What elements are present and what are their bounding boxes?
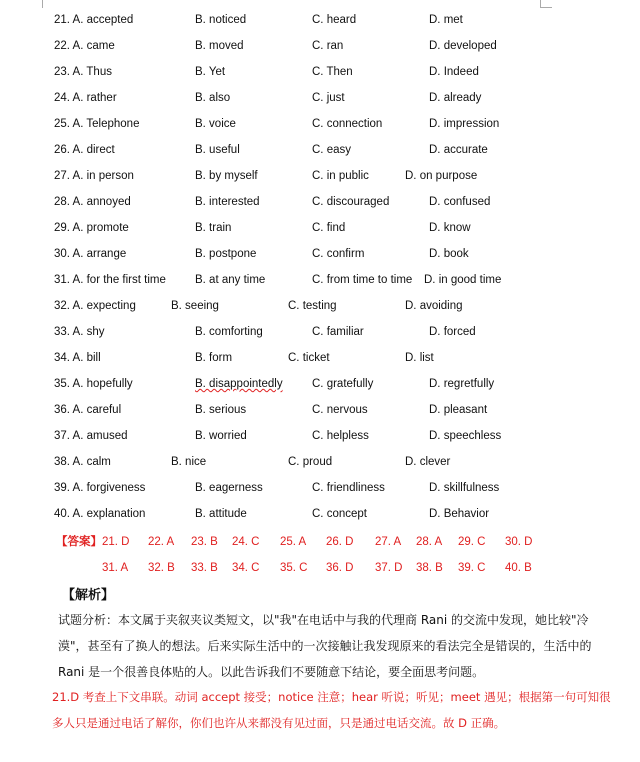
answer-tag: 【答案】 bbox=[56, 536, 102, 548]
option-c: C. friendliness bbox=[312, 482, 385, 494]
option-d: D. speechless bbox=[429, 430, 502, 442]
option-c: C. helpless bbox=[312, 430, 369, 442]
option-b: B. by myself bbox=[195, 170, 258, 182]
option-c: C. from time to time bbox=[312, 274, 413, 286]
answer-item: 35. C bbox=[280, 562, 308, 574]
note-21-paragraph: 21.D 考查上下文串联。动词 accept 接受；notice 注意；hear 听说；听见；meet 遇见；根据第一句可知很多人只是通过电话了解你，你们也许从来都没有见过面，只是通过电话交流。故 D 正确。 bbox=[52, 690, 611, 730]
analysis-title: 【解析】 bbox=[62, 587, 115, 602]
option-c: C. Then bbox=[312, 66, 353, 78]
question-row bbox=[0, 167, 640, 185]
question-row bbox=[0, 11, 640, 29]
option-a: 33. A. shy bbox=[54, 326, 105, 338]
question-row bbox=[0, 141, 640, 159]
question-row bbox=[0, 375, 640, 393]
answer-item: 31. A bbox=[102, 562, 129, 574]
option-a: 40. A. explanation bbox=[54, 508, 146, 520]
option-b: B. eagerness bbox=[195, 482, 263, 494]
answer-item: 25. A bbox=[280, 536, 307, 548]
option-a: 27. A. in person bbox=[54, 170, 134, 182]
option-d: D. developed bbox=[429, 40, 497, 52]
option-d: D. forced bbox=[429, 326, 476, 338]
option-d: D. clever bbox=[405, 456, 451, 468]
answer-item: 27. A bbox=[375, 536, 402, 548]
option-d: D. Behavior bbox=[429, 508, 490, 520]
question-row bbox=[0, 37, 640, 55]
option-a: 24. A. rather bbox=[54, 92, 117, 104]
option-d: D. skillfulness bbox=[429, 482, 500, 494]
option-d: D. accurate bbox=[429, 144, 488, 156]
question-row bbox=[0, 219, 640, 237]
answer-item: 38. B bbox=[416, 562, 443, 574]
option-d: D. avoiding bbox=[405, 300, 463, 312]
question-row bbox=[0, 479, 640, 497]
option-a: 31. A. for the first time bbox=[54, 274, 166, 286]
option-d: D. book bbox=[429, 248, 469, 260]
answer-item: 23. B bbox=[191, 536, 218, 548]
option-c: C. heard bbox=[312, 14, 357, 26]
answer-item: 26. D bbox=[326, 536, 354, 548]
question-row bbox=[0, 115, 640, 133]
option-b: B. moved bbox=[195, 40, 244, 52]
option-b: B. postpone bbox=[195, 248, 257, 260]
answer-item: 24. C bbox=[232, 536, 260, 548]
option-a: 30. A. arrange bbox=[54, 248, 127, 260]
option-b: B. disappointedly bbox=[195, 378, 283, 390]
option-b: B. also bbox=[195, 92, 231, 104]
option-c: C. concept bbox=[312, 508, 367, 520]
question-row bbox=[0, 271, 640, 289]
answer-item: 28. A bbox=[416, 536, 443, 548]
page-corner-mark-right-h bbox=[540, 7, 552, 8]
question-row bbox=[0, 193, 640, 211]
option-a: 36. A. careful bbox=[54, 404, 122, 416]
option-a: 28. A. annoyed bbox=[54, 196, 131, 208]
option-d: D. list bbox=[405, 352, 434, 364]
option-b: B. seeing bbox=[171, 300, 219, 312]
option-c: C. discouraged bbox=[312, 196, 390, 208]
page-corner-mark-left bbox=[42, 0, 43, 8]
answer-item: 32. B bbox=[148, 562, 175, 574]
question-row bbox=[0, 349, 640, 367]
option-c: C. easy bbox=[312, 144, 351, 156]
option-d: D. on purpose bbox=[405, 170, 478, 182]
option-b: B. attitude bbox=[195, 508, 247, 520]
option-a: 22. A. came bbox=[54, 40, 115, 52]
option-b: B. nice bbox=[171, 456, 207, 468]
answer-item: 33. B bbox=[191, 562, 218, 574]
option-b: B. comforting bbox=[195, 326, 263, 338]
option-a: 26. A. direct bbox=[54, 144, 115, 156]
option-b: B. interested bbox=[195, 196, 260, 208]
question-row bbox=[0, 401, 640, 419]
question-row bbox=[0, 63, 640, 81]
option-b: B. at any time bbox=[195, 274, 266, 286]
option-b: B. worried bbox=[195, 430, 247, 442]
answer-item: 22. A bbox=[148, 536, 175, 548]
option-c: C. find bbox=[312, 222, 346, 234]
question-row bbox=[0, 453, 640, 471]
answer-item: 30. D bbox=[505, 536, 533, 548]
option-a: 39. A. forgiveness bbox=[54, 482, 146, 494]
option-a: 25. A. Telephone bbox=[54, 118, 140, 130]
option-c: C. in public bbox=[312, 170, 369, 182]
option-c: C. gratefully bbox=[312, 378, 374, 390]
option-c: C. nervous bbox=[312, 404, 368, 416]
question-row bbox=[0, 89, 640, 107]
answer-item: 37. D bbox=[375, 562, 403, 574]
option-b: B. useful bbox=[195, 144, 240, 156]
question-row bbox=[0, 323, 640, 341]
answer-item: 39. C bbox=[458, 562, 486, 574]
option-a: 37. A. amused bbox=[54, 430, 128, 442]
option-c: C. proud bbox=[288, 456, 333, 468]
option-a: 34. A. bill bbox=[54, 352, 101, 364]
answer-item: 34. C bbox=[232, 562, 260, 574]
option-b: B. noticed bbox=[195, 14, 247, 26]
option-d: D. regretfully bbox=[429, 378, 495, 390]
option-a: 21. A. accepted bbox=[54, 14, 134, 26]
question-row bbox=[0, 427, 640, 445]
option-b: B. serious bbox=[195, 404, 247, 416]
option-a: 29. A. promote bbox=[54, 222, 129, 234]
option-c: C. connection bbox=[312, 118, 383, 130]
question-row bbox=[0, 505, 640, 523]
option-c: C. just bbox=[312, 92, 345, 104]
option-c: C. confirm bbox=[312, 248, 365, 260]
answer-item: 40. B bbox=[505, 562, 532, 574]
option-b: B. train bbox=[195, 222, 232, 234]
option-d: D. Indeed bbox=[429, 66, 479, 78]
analysis-paragraph: 试题分析：本文属于夹叙夹议类短文，以"我"在电话中与我的代理商 Rani 的交流中发现，她比较"冷漠"，甚至有了换人的想法。后来实际生活中的一次接触让我发现原来的看法完全是错误的，生活中的 Rani 是一个很善良体贴的人。以此告诉我们不要随意下结论，要全面思考问题。 bbox=[58, 613, 592, 679]
option-b: B. form bbox=[195, 352, 233, 364]
question-row bbox=[0, 245, 640, 263]
option-d: D. already bbox=[429, 92, 482, 104]
option-c: C. ticket bbox=[288, 352, 330, 364]
option-a: 32. A. expecting bbox=[54, 300, 136, 312]
question-row bbox=[0, 297, 640, 315]
option-c: C. familiar bbox=[312, 326, 364, 338]
option-d: D. in good time bbox=[424, 274, 502, 286]
option-b: B. Yet bbox=[195, 66, 226, 78]
answer-item: 21. D bbox=[102, 536, 130, 548]
option-a: 38. A. calm bbox=[54, 456, 111, 468]
option-b: B. voice bbox=[195, 118, 236, 130]
option-a: 23. A. Thus bbox=[54, 66, 112, 78]
option-d: D. impression bbox=[429, 118, 500, 130]
option-d: D. know bbox=[429, 222, 471, 234]
option-d: D. confused bbox=[429, 196, 491, 208]
option-d: D. pleasant bbox=[429, 404, 488, 416]
option-c: C. testing bbox=[288, 300, 337, 312]
answer-item: 29. C bbox=[458, 536, 486, 548]
option-c: C. ran bbox=[312, 40, 344, 52]
option-a: 35. A. hopefully bbox=[54, 378, 133, 390]
answer-item: 36. D bbox=[326, 562, 354, 574]
option-d: D. met bbox=[429, 14, 463, 26]
